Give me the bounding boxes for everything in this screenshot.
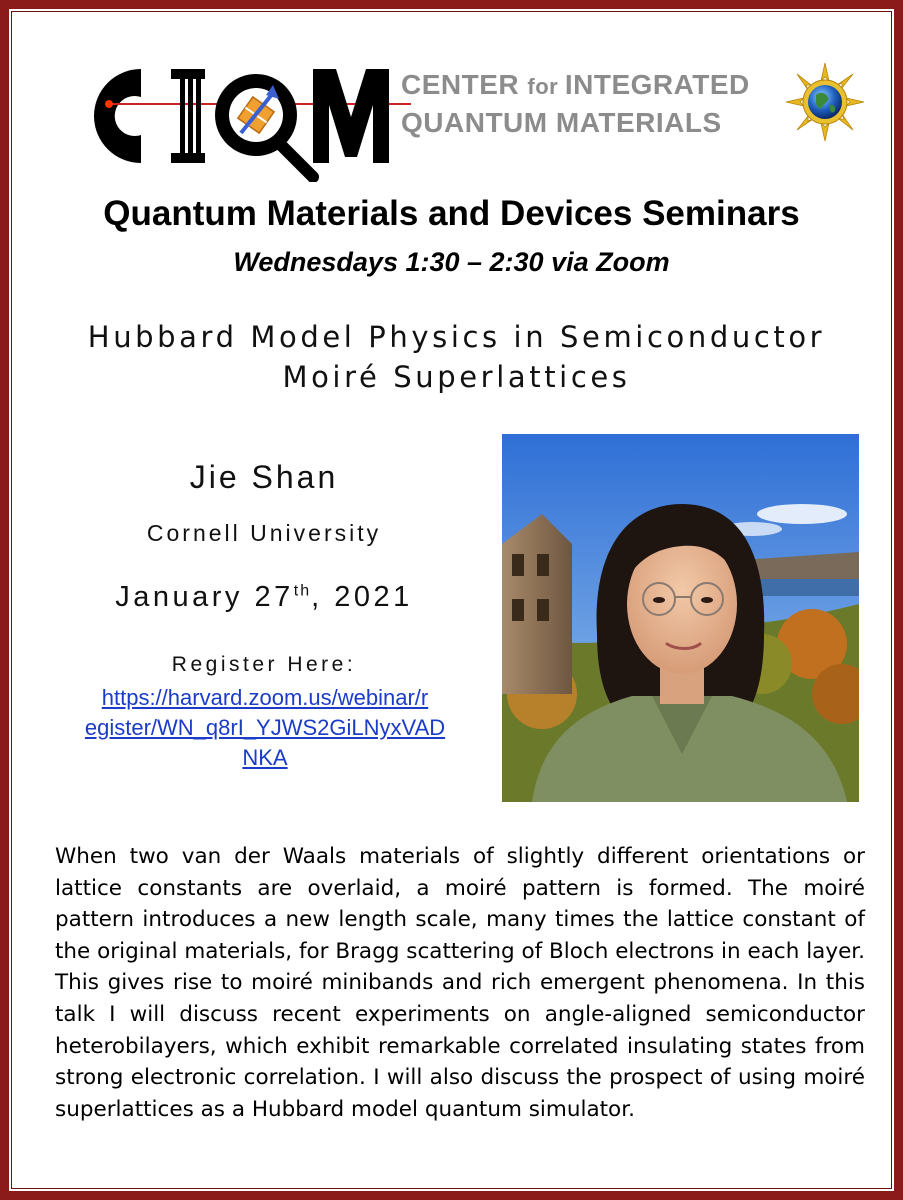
ciqm-logo-mark [81, 57, 411, 182]
ciqm-logo [81, 57, 750, 182]
logo-line-center: CENTER for INTEGRATED [401, 69, 750, 100]
speaker-photo [502, 434, 859, 802]
talk-title-line2: Moiré Superlattices [282, 360, 631, 394]
talk-title-line1: Hubbard Model Physics in Semiconductor [87, 320, 826, 354]
register-label: Register Here: [171, 653, 357, 676]
register-link-line2[interactable]: egister/WN_q8rI_YJWS2GiLNyxVAD [84, 715, 446, 740]
logo-line-quantum: QUANTUM MATERIALS [401, 107, 722, 138]
seminar-series-title: Quantum Materials and Devices Seminars [103, 194, 800, 233]
speaker-affiliation: Cornell University [146, 520, 382, 546]
nsf-seal-icon [784, 61, 866, 143]
talk-date: January 27th, 2021 [115, 581, 413, 613]
register-link-line3[interactable]: NKA [242, 745, 288, 770]
register-link-line1[interactable]: https://harvard.zoom.us/webinar/r [101, 685, 429, 710]
talk-abstract: When two van der Waals materials of slightly different orientations or lattice constants are overlaid, a moiré pattern is formed. The moiré pattern introduces a new length scale, many times the lattice constant of the original materials, for Bragg scattering of Bloch electrons in each layer. This gives rise to moiré minibands and rich emergent phenomena. In this talk I will discuss recent experiments on angle-aligned semiconductor heterobilayers, which exhibit remarkable correlated insulating states from strong electronic correlation. I will also discuss the prospect of using moiré superlattices as a Hubbard model quantum simulator. [55, 844, 865, 1122]
speaker-name: Jie Shan [189, 459, 339, 495]
seminar-schedule: Wednesdays 1:30 – 2:30 via Zoom [233, 247, 670, 277]
talk-title [9, 317, 903, 397]
register-link[interactable] [65, 683, 465, 773]
